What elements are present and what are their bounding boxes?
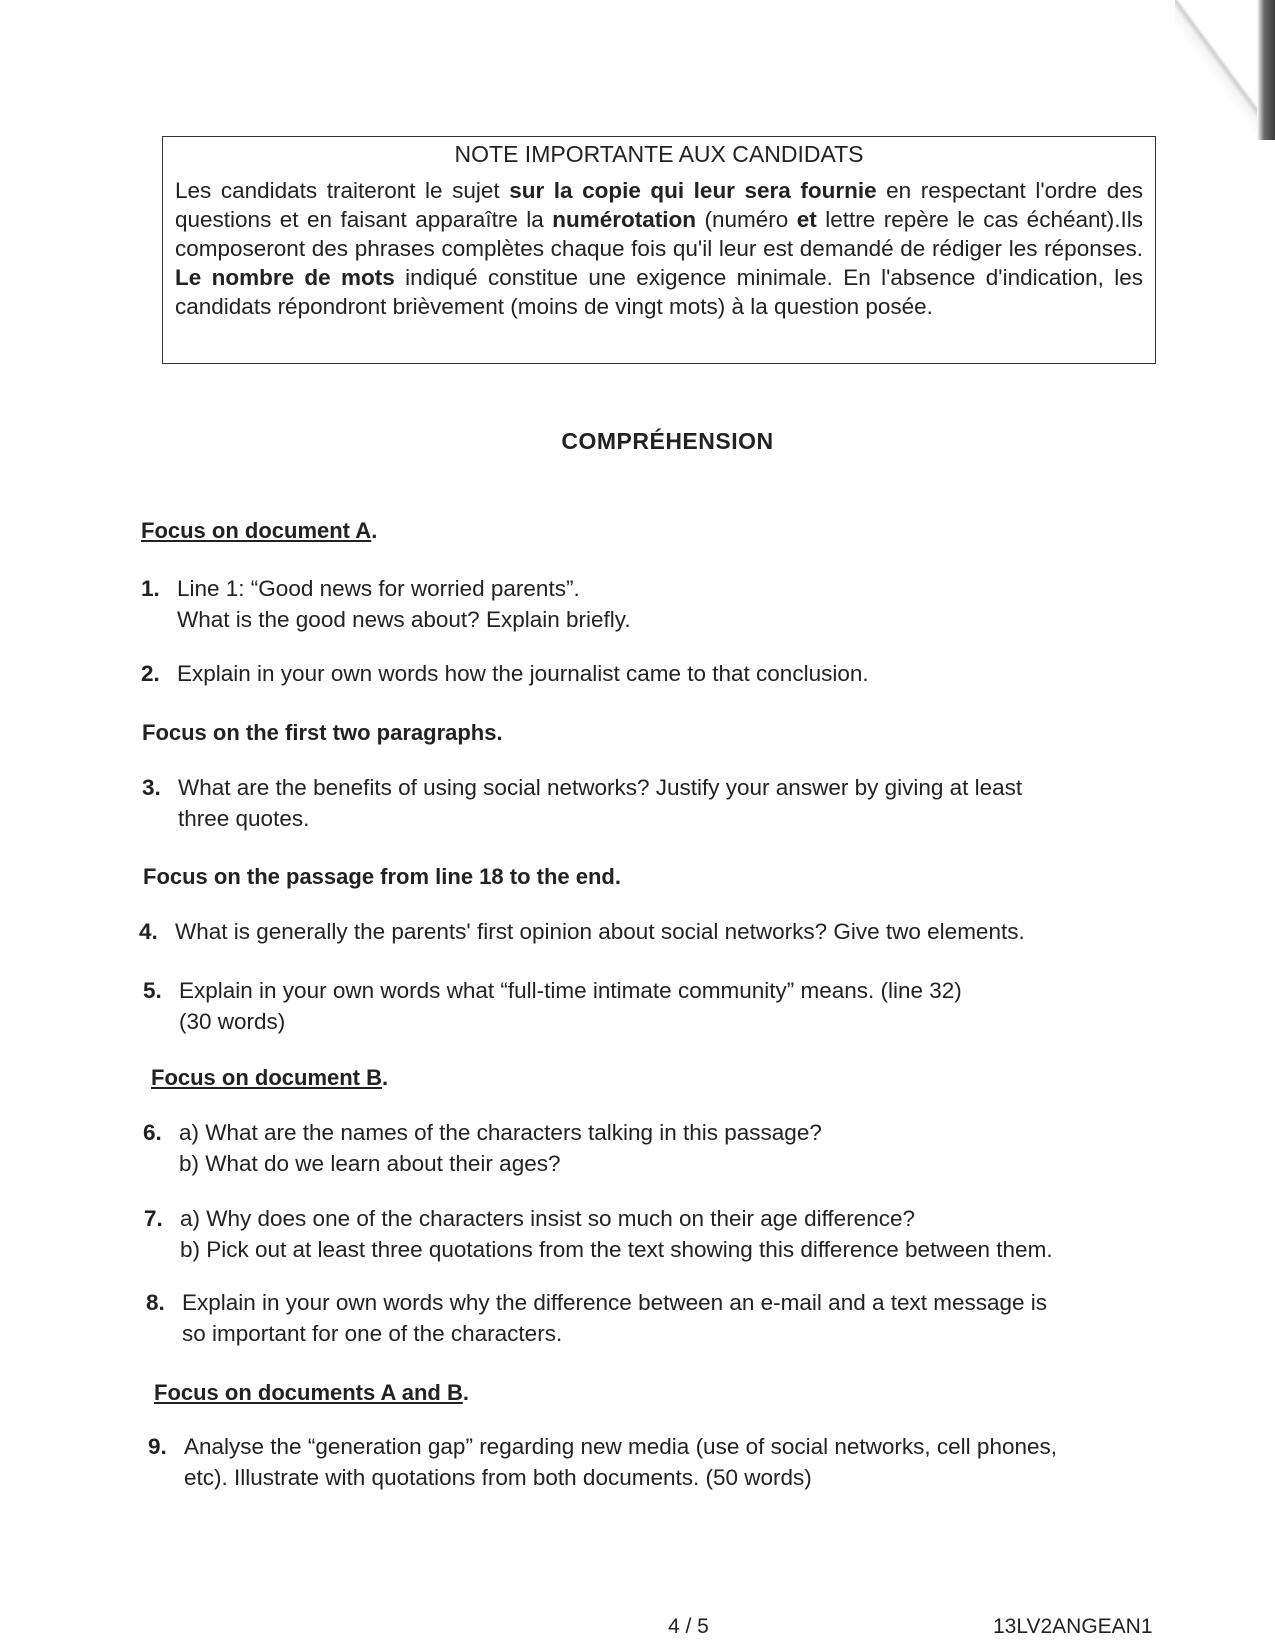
question-text: What are the benefits of using social networks? Justify your answer by giving at least (178, 775, 1023, 800)
question-text: What is the good news about? Explain briefly. (177, 607, 631, 632)
question-text: (30 words) (179, 1009, 286, 1034)
question-number: 6. (143, 1120, 162, 1145)
note-bold-numerotation: numérotation (552, 207, 697, 232)
section-title: COMPRÉHENSION (561, 428, 774, 454)
question-number: 3. (142, 775, 161, 800)
focus-first-two-paragraphs: Focus on the first two paragraphs. (142, 720, 503, 745)
focus-documents-a-and-b (154, 1380, 469, 1406)
question-9 (148, 1431, 1057, 1493)
question-number: 9. (148, 1434, 167, 1459)
question-number: 8. (146, 1290, 165, 1315)
question-text: three quotes. (178, 806, 310, 831)
exam-code: 13LV2ANGEAN1 (993, 1615, 1153, 1638)
focus-label: Focus on documents A and B (154, 1380, 463, 1405)
question-text: so important for one of the characters. (182, 1321, 563, 1346)
question-text: Explain in your own words how the journalist came to that conclusion. (177, 661, 869, 686)
note-text (175, 176, 1143, 321)
question-number: 2. (141, 661, 160, 686)
question-text: Explain in your own words what “full-time intimate community” means. (line 32) (179, 978, 962, 1003)
question-8 (146, 1287, 1047, 1349)
focus-line-18-to-end: Focus on the passage from line 18 to the end. (143, 864, 621, 889)
important-note-box (162, 136, 1156, 364)
focus-period: . (371, 518, 378, 543)
question-3 (142, 772, 1022, 834)
focus-label: Focus on document A (141, 518, 372, 543)
note-text-part: Les candidats traiteront le sujet (175, 178, 510, 203)
focus-period: . (382, 1065, 389, 1090)
note-text-part: (numéro (696, 207, 797, 232)
question-7 (144, 1203, 1053, 1265)
question-text: Analyse the “generation gap” regarding new media (use of social networks, cell phones, (184, 1434, 1057, 1459)
question-number: 5. (143, 978, 162, 1003)
focus-document-a (141, 518, 377, 544)
question-text: a) Why does one of the characters insist so much on their age difference? (180, 1206, 915, 1231)
question-number: 1. (141, 576, 160, 601)
question-6 (143, 1117, 822, 1179)
note-text-part: indiqué constitue une exigence minimale. En l'absence d'indication, les candidats répondront brièvement (moins de vingt mots) à la question posée. (175, 265, 1143, 319)
focus-period: . (462, 1380, 469, 1405)
note-bold-copy: sur la copie qui leur sera fournie (509, 178, 877, 203)
scan-edge-shadow (1257, 0, 1275, 140)
question-number: 4. (139, 919, 158, 944)
question-number: 7. (144, 1206, 163, 1231)
question-text: etc). Illustrate with quotations from both documents. (50 words) (184, 1465, 812, 1490)
question-text: Line 1: “Good news for worried parents”. (177, 576, 580, 601)
question-5 (143, 975, 962, 1037)
question-text: What is generally the parents' first opinion about social networks? Give two elements. (175, 919, 1025, 944)
focus-document-b (151, 1065, 388, 1091)
question-text: Explain in your own words why the difference between an e-mail and a text message is (182, 1290, 1048, 1315)
note-text-part: en respectant l'ordre des questions et en faisant apparaître la (175, 178, 1143, 232)
page-number: 4 / 5 (668, 1615, 709, 1638)
question-text: b) Pick out at least three quotations from the text showing this difference between them. (180, 1237, 1053, 1262)
question-1 (141, 573, 631, 635)
question-4 (139, 916, 1025, 947)
note-text-part: lettre repère le cas échéant).Ils composeront des phrases complètes chaque fois qu'il leur est demandé de rédiger les réponses. (175, 207, 1143, 261)
focus-label: Focus on document B (151, 1065, 382, 1090)
question-text: a) What are the names of the characters talking in this passage? (179, 1120, 822, 1145)
note-bold-word-count: Le nombre de mots (175, 265, 395, 290)
note-title: NOTE IMPORTANTE AUX CANDIDATS (454, 141, 864, 167)
question-2 (141, 658, 869, 689)
note-bold-et: et (796, 207, 817, 232)
question-text: b) What do we learn about their ages? (179, 1151, 561, 1176)
